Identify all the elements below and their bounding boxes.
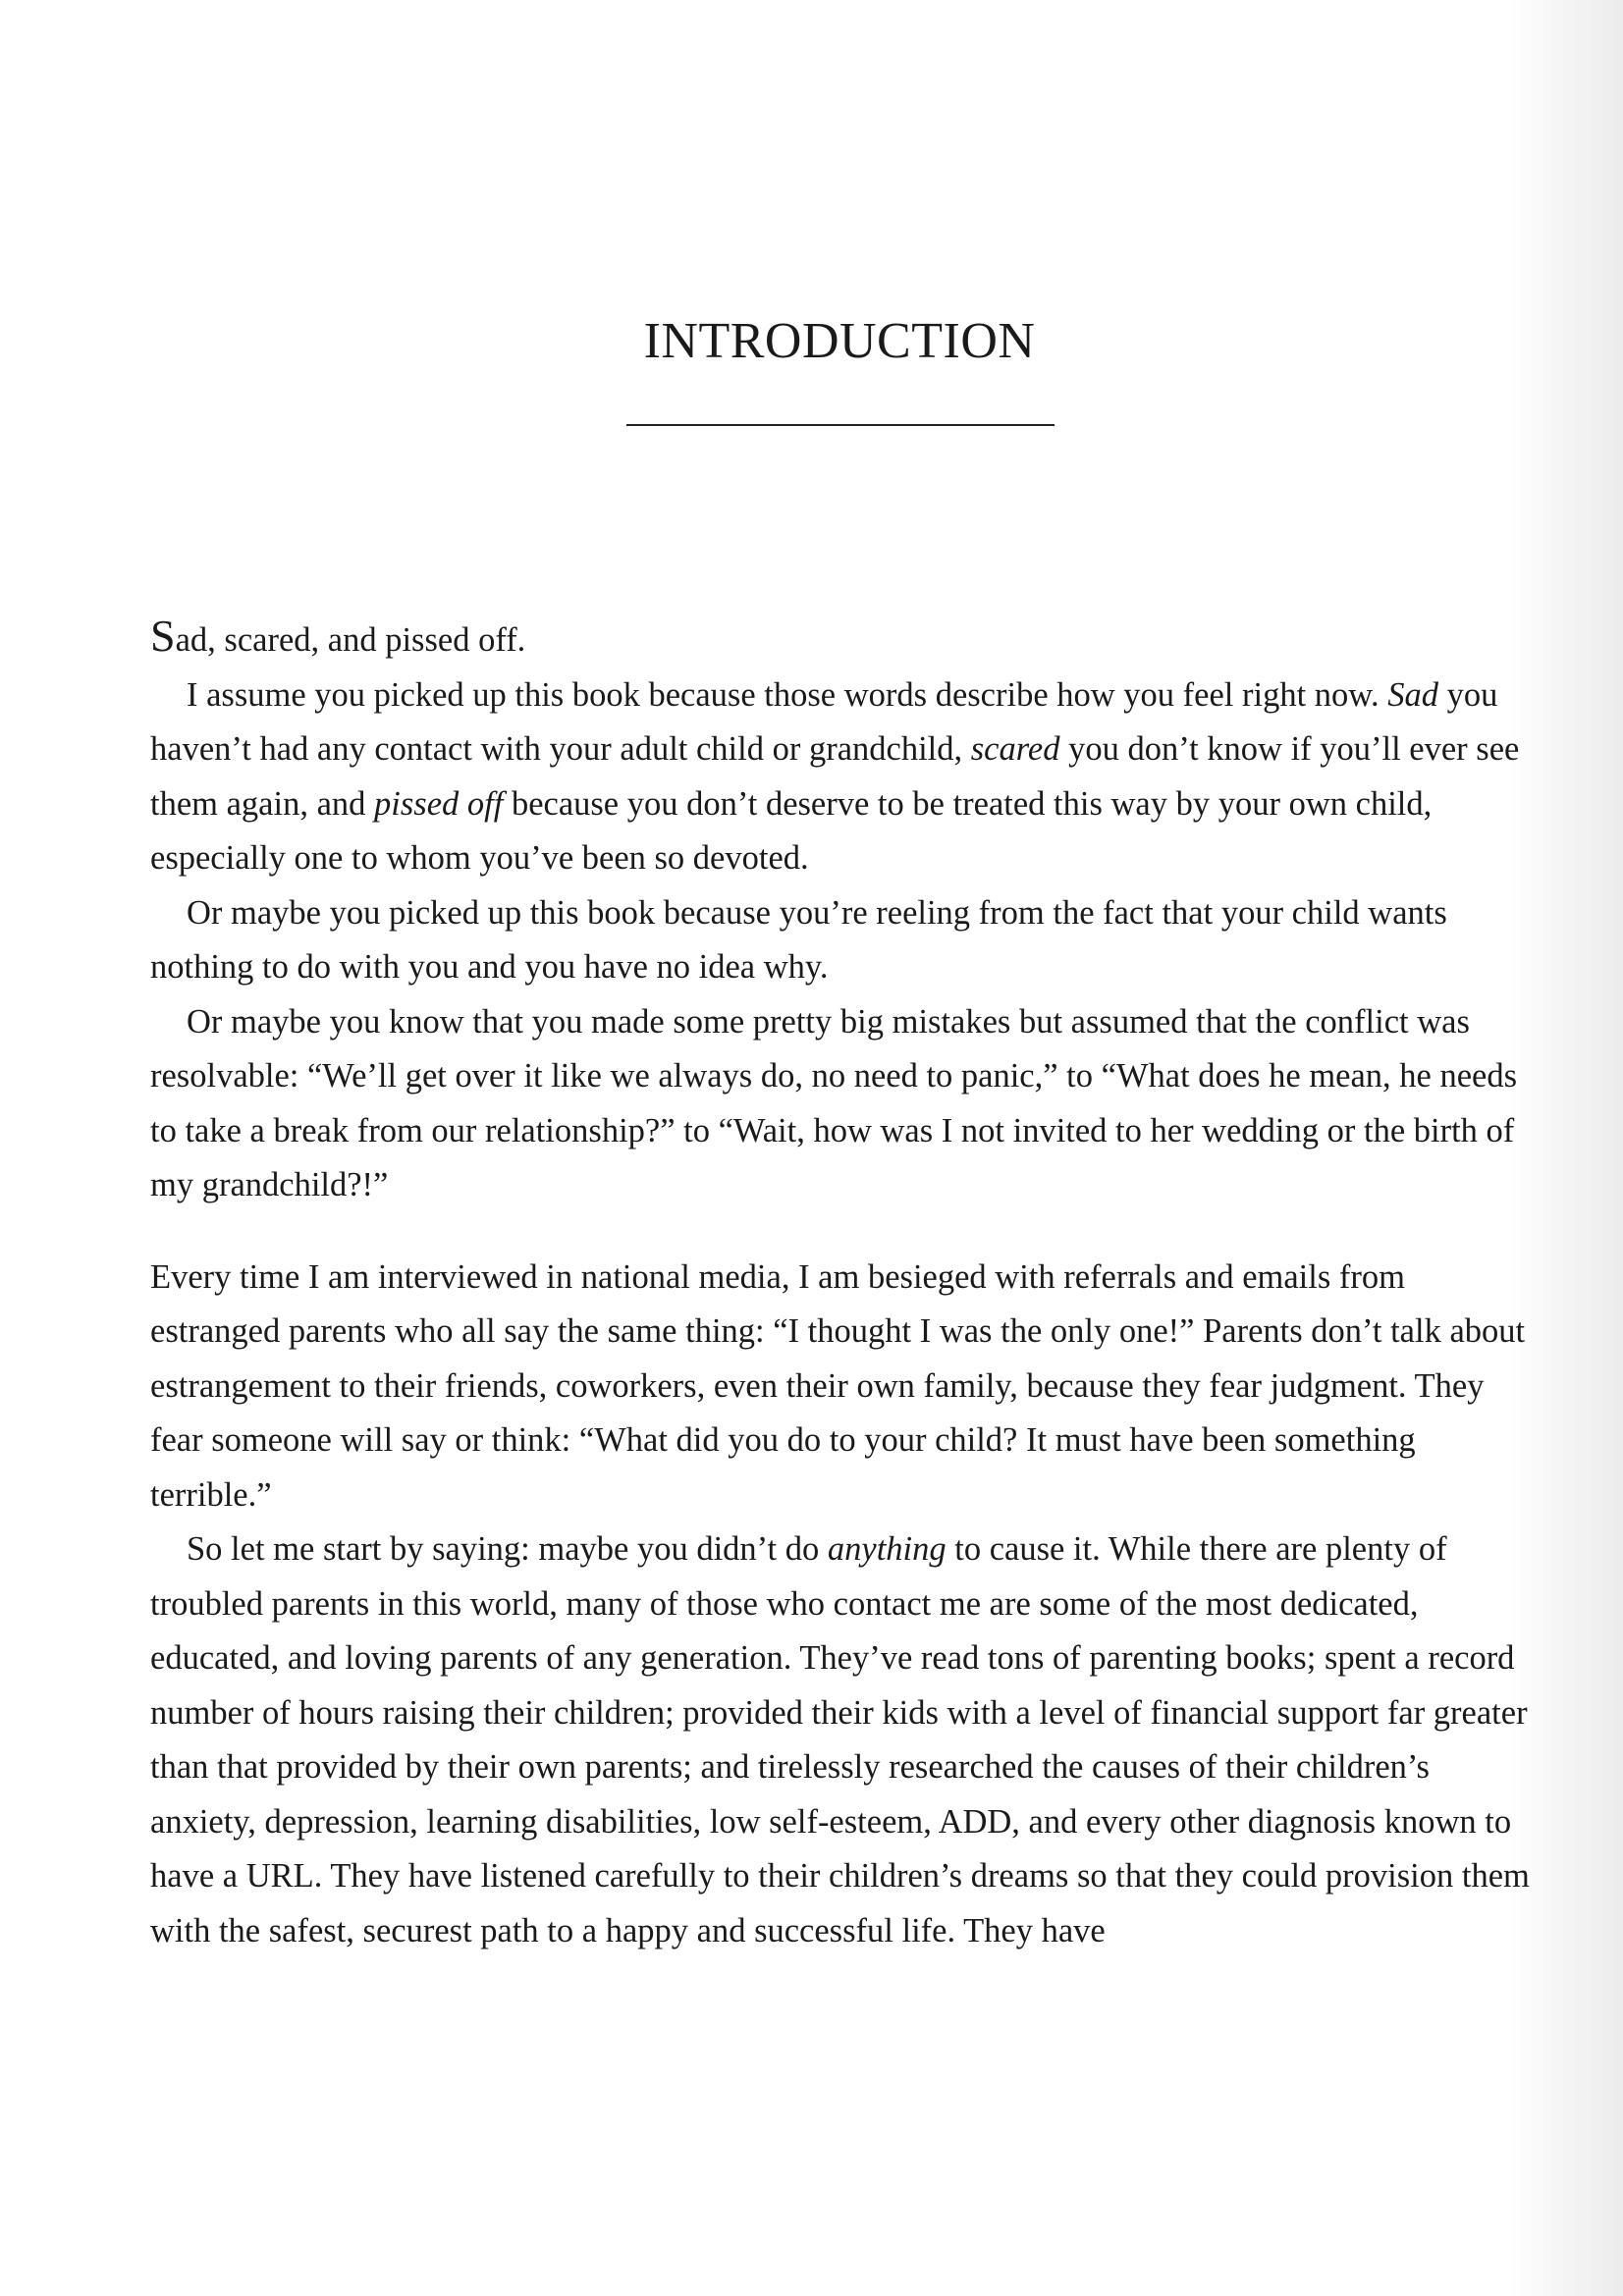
paragraph-2 bbox=[150, 668, 1535, 886]
emphasis-pissed-off: pissed off bbox=[374, 784, 504, 823]
emphasis-scared: scared bbox=[970, 730, 1060, 768]
emphasis-sad: Sad bbox=[1387, 675, 1438, 714]
text-run: you don’t know if you’ll ever see them again, and bbox=[150, 730, 1520, 823]
paragraph-3: Or maybe you picked up this book because you’re reeling from the fact that your child wants nothing to do with you and you have no idea why. bbox=[150, 893, 1447, 986]
chapter-title: INTRODUCTION bbox=[643, 313, 1036, 369]
paragraph-6 bbox=[150, 1522, 1535, 1958]
text-run: I assume you picked up this book because those words describe how you feel right now. bbox=[187, 675, 1388, 714]
paragraph-5: Every time I am interviewed in national media, I am besieged with referrals and emails from estranged parents who all say the same thing: “I thought I was the only one!” Parents don’t talk about estrangement to their friends, coworkers, even their own family, because they fear judgment. They fear someone will say or think: “What did you do to your child? It must have been something terrible.” bbox=[150, 1257, 1526, 1514]
drop-cap-letter: S bbox=[150, 611, 176, 661]
opening-paragraph bbox=[150, 609, 1535, 668]
title-divider bbox=[626, 424, 1055, 426]
paragraph-4: Or maybe you know that you made some pretty big mistakes but assumed that the conflict was resolvable: “We’ll get over it like we always do, no need to panic,” to “What does he mean, he needs to take a break from our relationship?” to “Wait, how was I not invited to her wedding or the birth of my grandchild?!” bbox=[150, 1002, 1518, 1203]
body-text bbox=[150, 609, 1535, 1958]
emphasis-anything: anything bbox=[827, 1530, 947, 1568]
text-run: because you don’t deserve to be treated this way by your own child, especially one to whom you’ve been so devoted. bbox=[150, 784, 1433, 877]
text-run: you haven’t had any contact with your adult child or grandchild, bbox=[150, 675, 1498, 768]
text-run: So let me start by saying: maybe you didn’t do bbox=[187, 1530, 828, 1568]
opening-line: ad, scared, and pissed off. bbox=[175, 621, 526, 659]
text-run: to cause it. While there are plenty of troubled parents in this world, many of those who contact me are some of the most dedicated, educated, and loving parents of any generation. They’ve read tons of parenting books; spent a record number of hours raising their children; provided their kids with a level of financial support far greater than that provided by their own parents; and tirelessly researched the causes of their children’s anxiety, depression, learning disabilities, low self-esteem, ADD, and every other diagnosis known to have a URL. They have listened carefully to their children’s dreams so that they could provision them with the safest, securest path to a happy and successful life. They have bbox=[150, 1530, 1530, 1949]
